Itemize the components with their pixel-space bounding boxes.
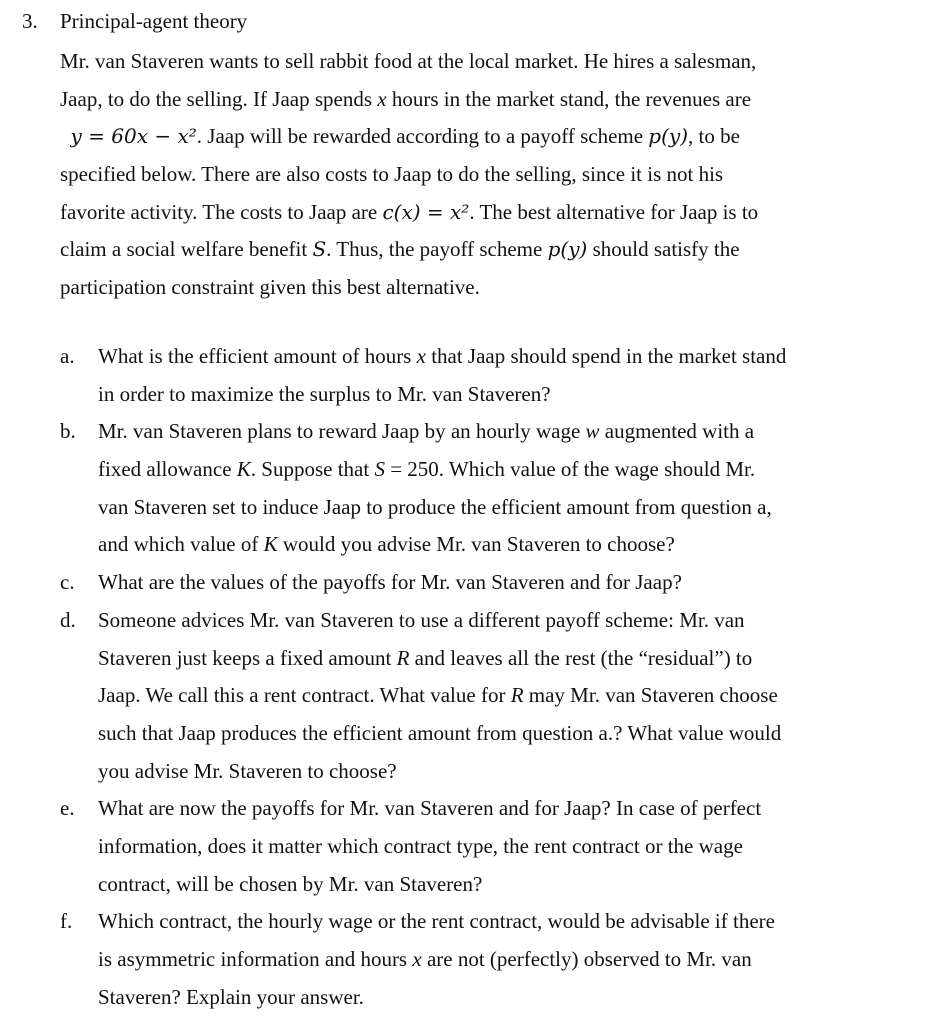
payoff-function: p(y) xyxy=(547,237,588,262)
section-title: Principal-agent theory xyxy=(60,9,248,33)
text-run: and which value of xyxy=(98,532,264,557)
variable-x: x xyxy=(377,86,387,111)
question-line xyxy=(98,602,940,640)
question-letter: a. xyxy=(60,344,75,368)
intro-line xyxy=(60,156,940,194)
text-run: What are now the payoffs for Mr. van Staveren and for Jaap? In case of perfect xyxy=(98,796,762,821)
question-letter: d. xyxy=(60,607,76,632)
question-b xyxy=(60,413,940,564)
intro-line xyxy=(60,81,940,119)
text-run: may Mr. van Staveren choose xyxy=(523,683,778,708)
text-run: Mr. van Staveren wants to sell rabbit food at the local market. He hires a salesman, xyxy=(60,49,757,73)
revenue-equation: y = 60x − x² xyxy=(70,124,197,149)
payoff-function: p(y) xyxy=(648,124,689,149)
variable-s: S xyxy=(374,457,385,482)
text-run: = 250. Which value of the wage should Mr. xyxy=(384,457,756,482)
question-c xyxy=(60,564,940,602)
text-run: Staveren just keeps a fixed amount xyxy=(98,645,397,670)
section-heading xyxy=(22,6,247,36)
text-run: augmented with a xyxy=(599,419,755,444)
text-run: What are the values of the payoffs for Mr. van Staveren and for Jaap? xyxy=(98,570,682,595)
text-run: Jaap. We call this a rent contract. What value for xyxy=(98,683,511,708)
question-line xyxy=(98,715,940,753)
question-letter: f. xyxy=(60,909,73,934)
text-run: Mr. van Staveren plans to reward Jaap by an hourly wage xyxy=(98,419,586,444)
text-run: that Jaap should spend in the market stand xyxy=(425,344,787,368)
question-line xyxy=(98,753,940,791)
variable-r: R xyxy=(396,645,410,670)
question-line xyxy=(98,979,940,1017)
section-number: 3. xyxy=(22,9,38,33)
text-run: such that Jaap produces the efficient amount from question a.? What value would xyxy=(98,720,782,745)
intro-paragraph xyxy=(60,43,940,307)
variable-w: w xyxy=(585,419,600,444)
text-run: . Jaap will be rewarded according to a payoff scheme xyxy=(196,124,649,149)
text-run: . Suppose that xyxy=(250,457,375,482)
question-f xyxy=(60,903,940,1016)
text-run: should satisfy the xyxy=(587,237,740,262)
question-a xyxy=(60,338,940,413)
intro-line xyxy=(60,118,940,156)
variable-k: K xyxy=(263,532,278,557)
text-run: . The best alternative for Jaap is to xyxy=(469,199,759,224)
question-line xyxy=(98,828,940,866)
question-line xyxy=(98,677,940,715)
question-d xyxy=(60,602,940,790)
text-run: Which contract, the hourly wage or the rent contract, would be advisable if there xyxy=(98,909,775,934)
text-run: Someone advices Mr. van Staveren to use a different payoff scheme: Mr. van xyxy=(98,607,745,632)
cost-equation: c(x) = x² xyxy=(382,199,470,224)
text-run: Staveren? Explain your answer. xyxy=(98,984,364,1009)
variable-r: R xyxy=(510,683,524,708)
text-run: you advise Mr. Staveren to choose? xyxy=(98,758,397,783)
text-run: information, does it matter which contract type, the rent contract or the wage xyxy=(98,833,743,858)
variable-x: x xyxy=(416,344,426,368)
text-run: . Thus, the payoff scheme xyxy=(326,237,548,262)
intro-line xyxy=(60,194,940,232)
question-line xyxy=(98,790,940,828)
text-run: favorite activity. The costs to Jaap are xyxy=(60,199,383,224)
text-run: , to be xyxy=(688,124,740,149)
question-e xyxy=(60,790,940,903)
text-run: fixed allowance xyxy=(98,457,237,482)
variable-s: S xyxy=(312,237,327,262)
question-line xyxy=(98,338,940,376)
question-line xyxy=(98,866,940,904)
text-run: in order to maximize the surplus to Mr. van Staveren? xyxy=(98,381,551,406)
text-run: Jaap, to do the selling. If Jaap spends xyxy=(60,86,378,111)
variable-k: K xyxy=(236,457,251,482)
intro-line xyxy=(60,231,940,269)
text-run: would you advise Mr. van Staveren to choose? xyxy=(277,532,675,557)
variable-x: x xyxy=(412,947,422,971)
intro-line xyxy=(60,43,940,81)
text-run: are not (perfectly) observed to Mr. van xyxy=(421,947,752,971)
text-run: hours in the market stand, the revenues are xyxy=(386,86,752,111)
question-letter: e. xyxy=(60,796,75,821)
question-line xyxy=(98,564,940,602)
question-line xyxy=(98,451,940,489)
question-line xyxy=(98,903,940,941)
text-run: What is the efficient amount of hours xyxy=(98,344,417,368)
question-letter: b. xyxy=(60,419,76,444)
question-list xyxy=(60,338,940,1016)
text-run: claim a social welfare benefit xyxy=(60,237,313,262)
question-line xyxy=(98,526,940,564)
text-run: specified below. There are also costs to Jaap to do the selling, since it is not his xyxy=(60,162,724,187)
text-run: and leaves all the rest (the “residual”) to xyxy=(409,645,753,670)
text-run: van Staveren set to induce Jaap to produce the efficient amount from question a, xyxy=(98,494,772,519)
question-letter: c. xyxy=(60,570,75,595)
text-run: participation constraint given this best alternative. xyxy=(60,275,480,300)
question-line xyxy=(98,640,940,678)
question-line xyxy=(98,376,940,414)
question-line xyxy=(98,489,940,527)
intro-line xyxy=(60,269,940,307)
question-line xyxy=(98,413,940,451)
text-run: contract, will be chosen by Mr. van Staveren? xyxy=(98,871,483,896)
text-run: is asymmetric information and hours xyxy=(98,947,413,971)
question-line xyxy=(98,941,940,979)
